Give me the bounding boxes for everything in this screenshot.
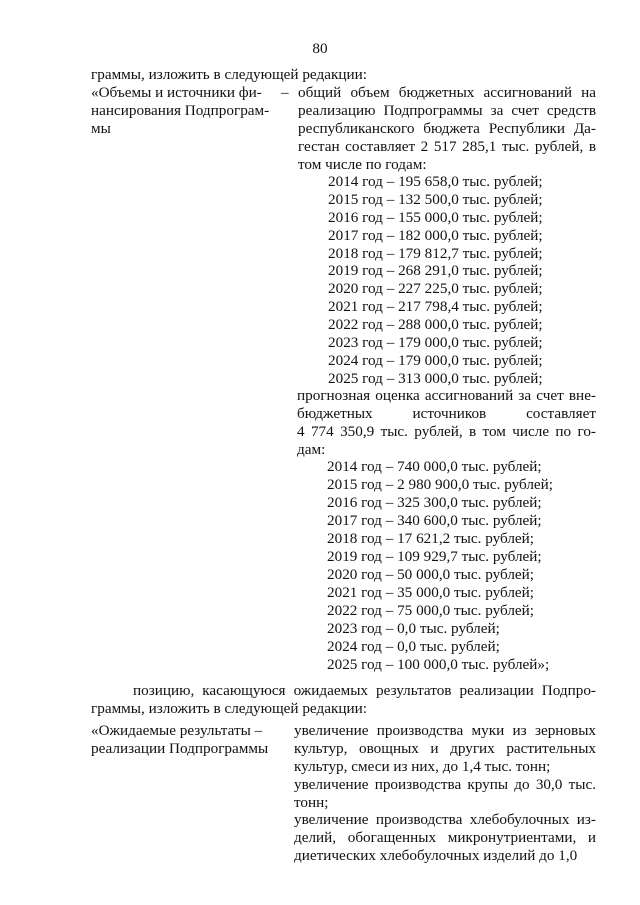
year-line: 2020 год – 227 225,0 тыс. рублей; — [328, 280, 543, 297]
year-line: 2025 год – 313 000,0 тыс. рублей; — [328, 370, 543, 387]
year-line: 2023 год – 0,0 тыс. рублей; — [327, 620, 500, 637]
budget-line: том числе по годам: — [298, 156, 427, 173]
result-line: увеличение производства крупы до 30,0 тыс. — [294, 776, 596, 793]
budget-line: общий объем бюджетных ассигнований на — [298, 84, 596, 101]
page-number: 80 — [312, 40, 328, 57]
result-line: тонн; — [294, 794, 329, 811]
paragraph-line: позицию, касающуюся ожидаемых результатов реализации Подпро- — [133, 682, 596, 699]
year-line: 2022 год – 75 000,0 тыс. рублей; — [327, 602, 535, 619]
year-line: 2023 год – 179 000,0 тыс. рублей; — [328, 334, 543, 351]
year-line: 2018 год – 179 812,7 тыс. рублей; — [328, 245, 543, 262]
budget-line: реализацию Подпрограммы за счет средств — [298, 102, 596, 119]
year-line: 2014 год – 195 658,0 тыс. рублей; — [328, 173, 543, 190]
result-line: культур, смеси из них, до 1,4 тыс. тонн; — [294, 758, 551, 775]
intro-line: граммы, изложить в следующей редакции: — [91, 66, 367, 83]
year-line: 2016 год – 325 300,0 тыс. рублей; — [327, 494, 542, 511]
result-line: культур, овощных и других растительных — [294, 740, 596, 757]
year-line: 2019 год – 268 291,0 тыс. рублей; — [328, 262, 543, 279]
result-line: увеличение производства хлебобулочных из- — [294, 811, 596, 828]
year-line: 2024 год – 179 000,0 тыс. рублей; — [328, 352, 543, 369]
result-line: увеличение производства муки из зерновых — [294, 722, 596, 739]
paragraph-line: граммы, изложить в следующей редакции: — [91, 700, 367, 717]
label-line: нансирования Подпрограм- — [91, 102, 270, 119]
extra-line: бюджетных источников составляет — [297, 405, 596, 422]
label-line: «Ожидаемые результаты – — [91, 722, 263, 739]
label-line: реализации Подпрограммы — [91, 740, 269, 757]
dash: – — [281, 84, 289, 101]
year-line: 2018 год – 17 621,2 тыс. рублей; — [327, 530, 535, 547]
year-line: 2016 год – 155 000,0 тыс. рублей; — [328, 209, 543, 226]
year-line: 2020 год – 50 000,0 тыс. рублей; — [327, 566, 535, 583]
label-line: «Объемы и источники фи- — [91, 84, 262, 101]
year-line: 2021 год – 35 000,0 тыс. рублей; — [327, 584, 535, 601]
year-line: 2015 год – 132 500,0 тыс. рублей; — [328, 191, 543, 208]
label-line: мы — [91, 120, 111, 137]
year-line: 2022 год – 288 000,0 тыс. рублей; — [328, 316, 543, 333]
year-line: 2017 год – 182 000,0 тыс. рублей; — [328, 227, 543, 244]
extra-line: 4 774 350,9 тыс. рублей, в том числе по го- — [297, 423, 596, 440]
budget-line: республиканского бюджета Республики Да- — [298, 120, 596, 137]
year-line: 2019 год – 109 929,7 тыс. рублей; — [327, 548, 542, 565]
year-line: 2014 год – 740 000,0 тыс. рублей; — [327, 458, 542, 475]
budget-line: гестан составляет 2 517 285,1 тыс. рублей, в — [298, 138, 596, 155]
result-line: диетических хлебобулочных изделий до 1,0 — [294, 847, 578, 864]
extra-line: прогнозная оценка ассигнований за счет вне- — [297, 387, 596, 404]
year-line: 2015 год – 2 980 900,0 тыс. рублей; — [327, 476, 554, 493]
year-line: 2021 год – 217 798,4 тыс. рублей; — [328, 298, 543, 315]
result-line: делий, обогащенных микронутриентами, и — [294, 829, 596, 846]
year-line: 2017 год – 340 600,0 тыс. рублей; — [327, 512, 542, 529]
year-line: 2024 год – 0,0 тыс. рублей; — [327, 638, 500, 655]
year-line: 2025 год – 100 000,0 тыс. рублей»; — [327, 656, 550, 673]
extra-line: дам: — [297, 441, 326, 458]
